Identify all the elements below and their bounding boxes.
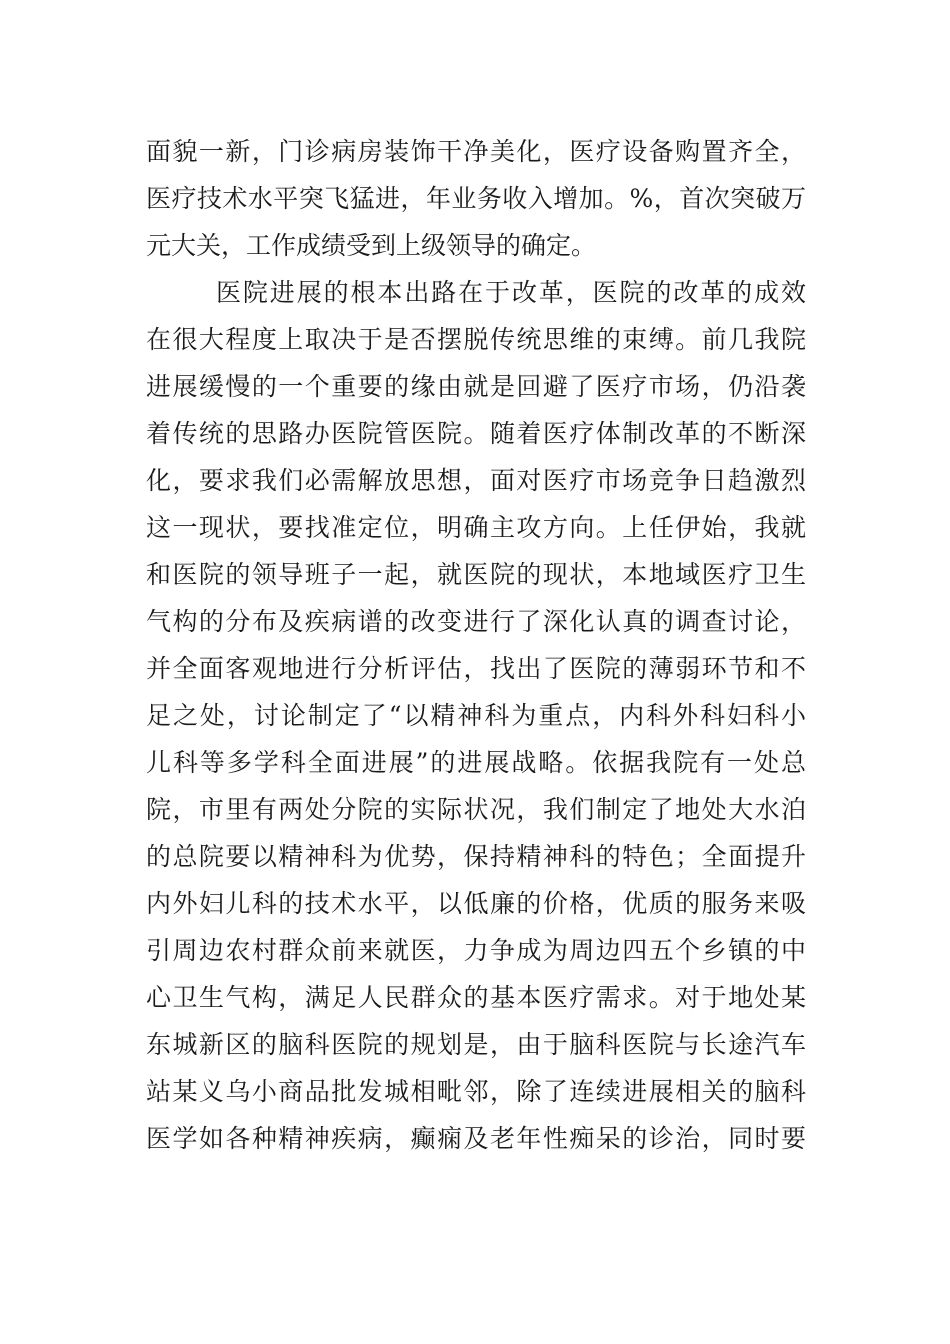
text-line: 医疗技术水平突飞猛进，年业务收入增加。%，首次突破万 xyxy=(146,184,806,213)
text-line: 内外妇儿科的技术水平，以低廉的价格，优质的服务来吸 xyxy=(146,889,806,918)
text-line: 站某义乌小商品批发城相毗邻，除了连续进展相关的脑科 xyxy=(146,1077,806,1106)
text-line: 的总院要以精神科为优势，保持精神科的特色；全面提升 xyxy=(146,842,806,871)
text-line: 足之处，讨论制定了“以精神科为重点，内科外科妇科小 xyxy=(146,701,806,730)
text-line: 气构的分布及疾病谱的改变进行了深化认真的调查讨论， xyxy=(146,607,806,636)
paragraph-start-line: 医院进展的根本出路在于改革，医院的改革的成效 xyxy=(216,278,806,307)
text-line: 元大关，工作成绩受到上级领导的确定。 xyxy=(146,231,597,260)
text-line: 并全面客观地进行分析评估，找出了医院的薄弱环节和不 xyxy=(146,654,806,683)
text-line: 医学如各种精神疾病，癫痫及老年性痴呆的诊治，同时要 xyxy=(146,1124,806,1153)
body-text xyxy=(146,128,806,1162)
text-line: 面貌一新，门诊病房装饰干净美化，医疗设备购置齐全， xyxy=(146,137,806,166)
text-line: 心卫生气构，满足人民群众的基本医疗需求。对于地处某 xyxy=(146,983,806,1012)
text-line: 儿科等多学科全面进展”的进展战略。依据我院有一处总 xyxy=(146,748,806,777)
text-line: 进展缓慢的一个重要的缘由就是回避了医疗市场，仍沿袭 xyxy=(146,372,806,401)
text-line: 着传统的思路办医院管医院。随着医疗体制改革的不断深 xyxy=(146,419,806,448)
text-line: 这一现状，要找准定位，明确主攻方向。上任伊始，我就 xyxy=(146,513,806,542)
text-line: 东城新区的脑科医院的规划是，由于脑科医院与长途汽车 xyxy=(146,1030,806,1059)
text-line: 在很大程度上取决于是否摆脱传统思维的束缚。前几我院 xyxy=(146,325,806,354)
text-line: 引周边农村群众前来就医，力争成为周边四五个乡镇的中 xyxy=(146,936,806,965)
text-line: 院，市里有两处分院的实际状况，我们制定了地处大水泊 xyxy=(146,795,806,824)
text-line: 化，要求我们必需解放思想，面对医疗市场竞争日趋激烈 xyxy=(146,466,806,495)
text-line: 和医院的领导班子一起，就医院的现状，本地域医疗卫生 xyxy=(146,560,806,589)
